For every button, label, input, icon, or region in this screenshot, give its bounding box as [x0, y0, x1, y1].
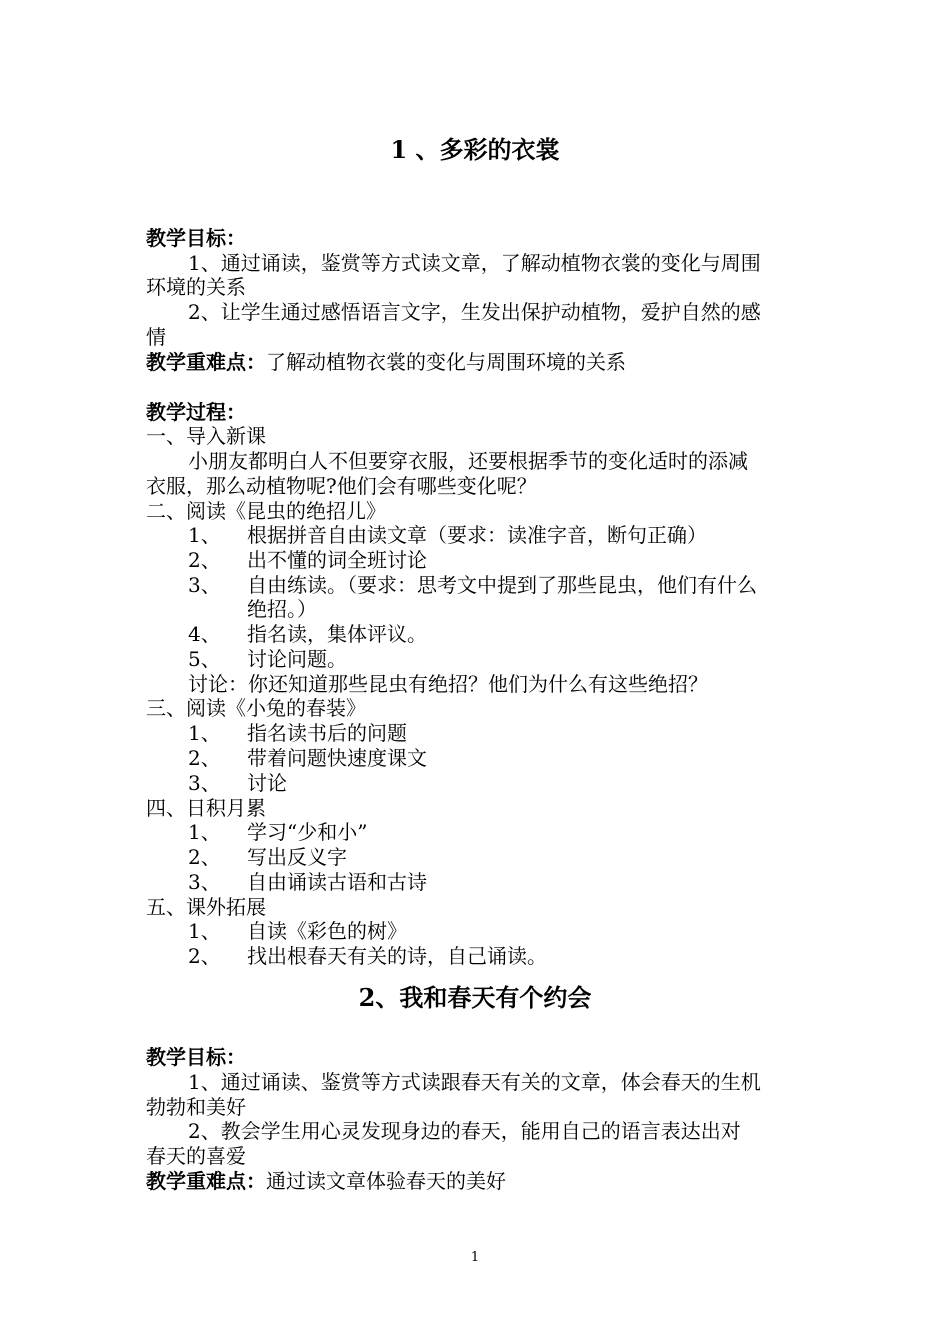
section4-item1-number: 1、: [188, 820, 221, 844]
section2-item2-text: 出不懂的词全班讨论: [247, 548, 427, 572]
lesson2-goals-heading: 教学目标：: [146, 1045, 246, 1069]
section5-item1-number: 1、: [188, 919, 221, 943]
section2-item5-number: 5、: [188, 647, 221, 671]
section2-discussion: 讨论：你还知道那些昆虫有绝招？他们为什么有这些绝招？: [188, 672, 708, 696]
lesson1-goal1-line2: 环境的关系: [146, 275, 246, 299]
lesson2-title: 2、我和春天有个约会: [358, 983, 592, 1012]
section3-item2-text: 带着问题快速度课文: [247, 746, 427, 770]
section2-item5-text: 讨论问题。: [247, 647, 347, 671]
section3-item3-number: 3、: [188, 771, 221, 795]
section4-item2-text: 写出反义字: [247, 845, 347, 869]
lesson1-goal2-line1: 2、让学生通过感悟语言文字，生发出保护动植物，爱护自然的感: [188, 300, 761, 324]
lesson2-keypoint-text: 通过读文章体验春天的美好: [266, 1169, 506, 1193]
section2-title: 二、阅读《昆虫的绝招儿》: [146, 499, 386, 523]
section5-item1-text: 自读《彩色的树》: [247, 919, 407, 943]
lesson1-keypoint-label: 教学重难点：: [146, 350, 266, 374]
section2-item1-number: 1、: [188, 523, 221, 547]
section4-item2-number: 2、: [188, 845, 221, 869]
section1-title: 一、导入新课: [146, 424, 266, 448]
section4-item1-text: 学习“少和小”: [247, 820, 368, 844]
section5-item2-text: 找出根春天有关的诗，自己诵读。: [247, 944, 547, 968]
lesson1-process-heading: 教学过程：: [146, 400, 246, 424]
section1-paragraph-line2: 衣服，那么动植物呢?他们会有哪些变化呢？: [146, 474, 537, 498]
lesson2-goal2-line2: 春天的喜爱: [146, 1144, 246, 1168]
section2-item4-text: 指名读，集体评议。: [247, 622, 427, 646]
lesson2-keypoint-label: 教学重难点：: [146, 1169, 266, 1193]
page-number: 1: [470, 1250, 480, 1265]
lesson1-goal1-line1: 1、通过诵读，鉴赏等方式读文章，了解动植物衣裳的变化与周围: [188, 251, 761, 275]
section2-item1-text: 根据拼音自由读文章（要求：读准字音，断句正确）: [247, 523, 707, 547]
section2-item2-number: 2、: [188, 548, 221, 572]
lesson2-keypoint: [146, 1169, 506, 1193]
section4-title: 四、日积月累: [146, 796, 266, 820]
lesson2-goal2-line1: 2、教会学生用心灵发现身边的春天，能用自己的语言表达出对: [188, 1119, 741, 1143]
section2-item3-text-cont: 绝招。）: [247, 597, 317, 621]
lesson2-goal1-line1: 1、通过诵读、鉴赏等方式读跟春天有关的文章，体会春天的生机: [188, 1070, 761, 1094]
section5-item2-number: 2、: [188, 944, 221, 968]
section2-item3-text: 自由练读。（要求：思考文中提到了那些昆虫，他们有什么: [247, 573, 757, 597]
section3-item1-text: 指名读书后的问题: [247, 721, 407, 745]
lesson2-goal1-line2: 勃勃和美好: [146, 1095, 246, 1119]
section4-item3-text: 自由诵读古语和古诗: [247, 870, 427, 894]
lesson1-title: 1 、多彩的衣裳: [390, 135, 560, 164]
section3-item3-text: 讨论: [247, 771, 287, 795]
section1-paragraph-line1: 小朋友都明白人不但要穿衣服，还要根据季节的变化适时的添减: [188, 449, 748, 473]
section4-item3-number: 3、: [188, 870, 221, 894]
lesson1-goals-heading: 教学目标：: [146, 226, 246, 250]
lesson1-keypoint-text: 了解动植物衣裳的变化与周围环境的关系: [266, 350, 626, 374]
section5-title: 五、课外拓展: [146, 895, 266, 919]
section2-item4-number: 4、: [188, 622, 221, 646]
section3-item2-number: 2、: [188, 746, 221, 770]
section3-item1-number: 1、: [188, 721, 221, 745]
lesson1-keypoint: [146, 350, 626, 374]
section2-item3-number: 3、: [188, 573, 221, 597]
section3-title: 三、阅读《小兔的春装》: [146, 696, 366, 720]
lesson1-goal2-line2: 情: [146, 325, 166, 349]
